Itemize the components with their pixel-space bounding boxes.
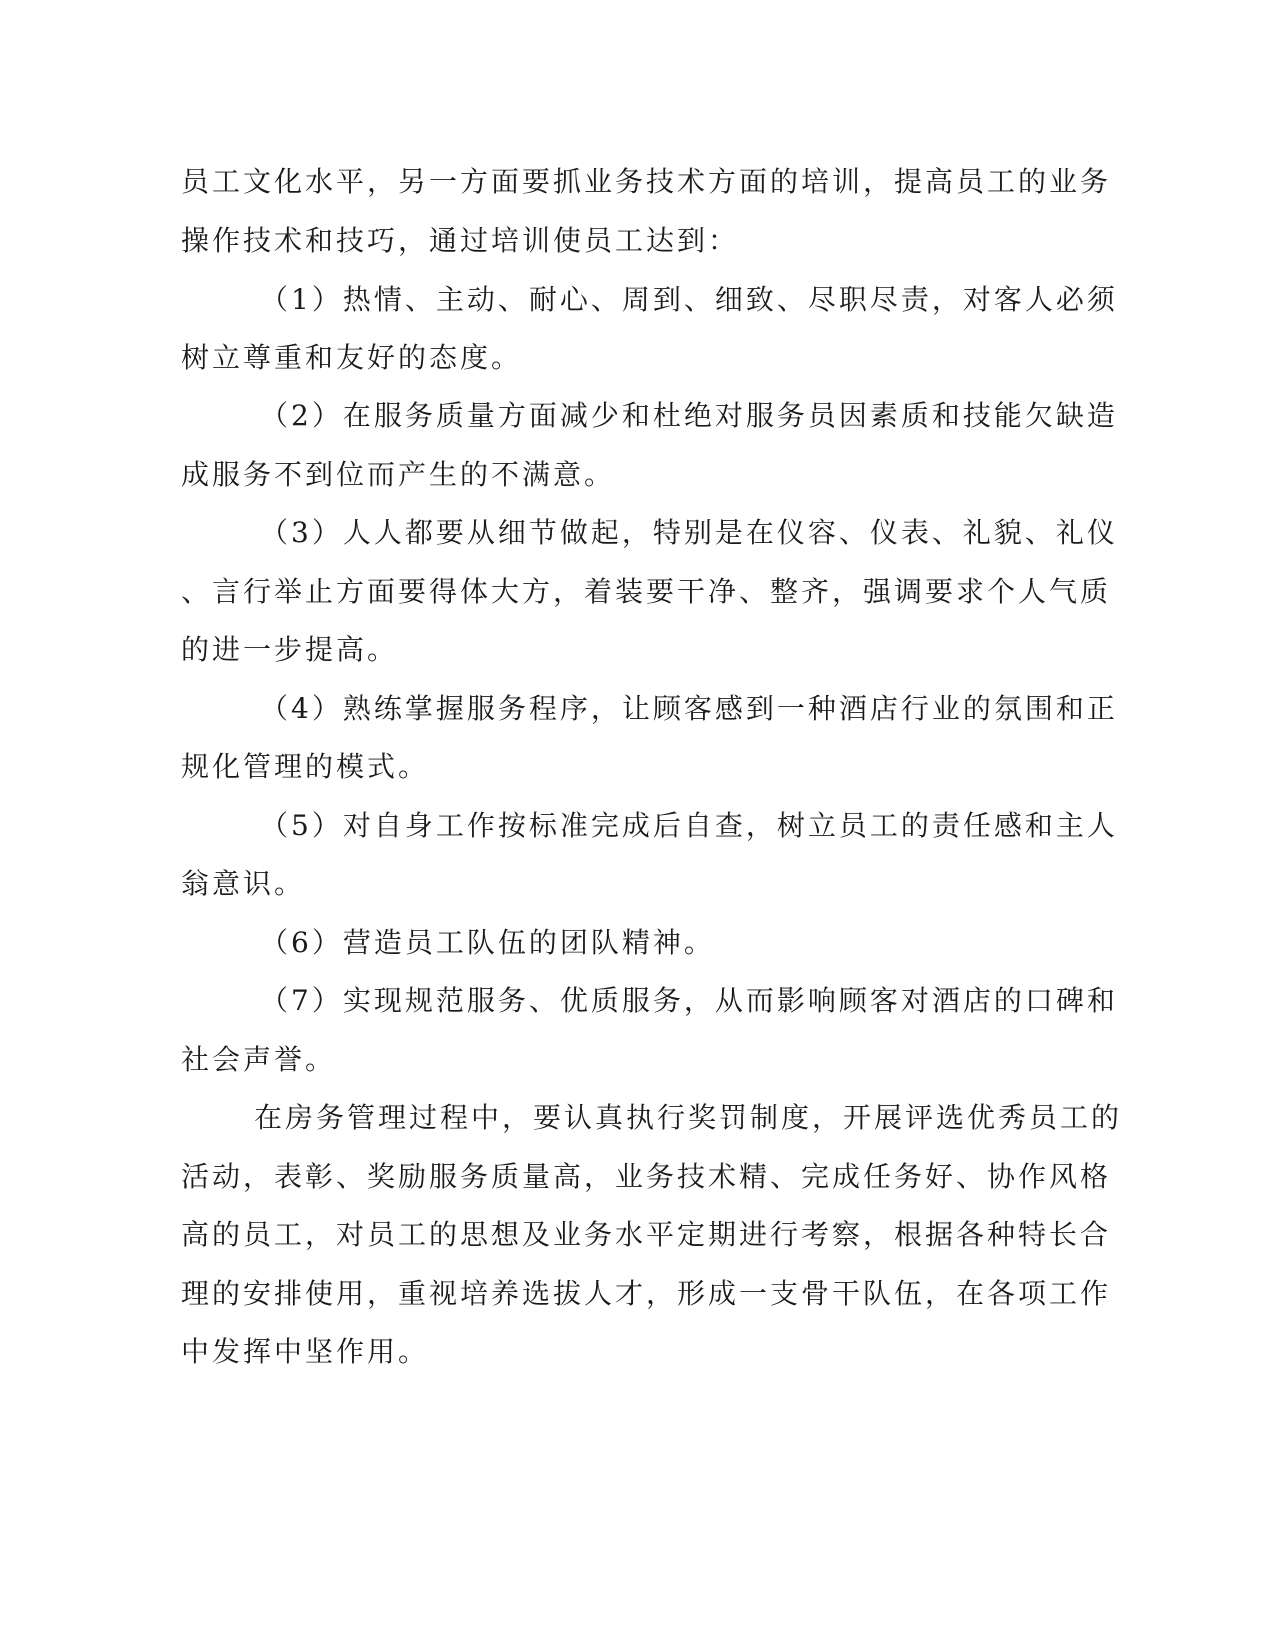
text-line: 的进一步提高。 [181, 633, 399, 666]
list-item-3-line: （3）人人都要从细节做起，特别是在仪容、仪表、礼貌、礼仪 [260, 516, 1118, 549]
text-line: 员工文化水平，另一方面要抓业务技术方面的培训，提高员工的业务 [181, 165, 1112, 198]
text-line: 理的安排使用，重视培养选拔人才，形成一支骨干队伍，在各项工作 [181, 1277, 1112, 1310]
list-item-4-line: （4）熟练掌握服务程序，让顾客感到一种酒店行业的氛围和正 [260, 692, 1118, 725]
list-item-2-line: （2）在服务质量方面减少和杜绝对服务员因素质和技能欠缺造 [260, 399, 1118, 432]
list-item-6-line: （6）营造员工队伍的团队精神。 [260, 926, 715, 959]
text-line: 树立尊重和友好的态度。 [181, 341, 523, 374]
list-item-1-line: （1）热情、主动、耐心、周到、细致、尽职尽责，对客人必须 [260, 283, 1118, 316]
text-line: 、言行举止方面要得体大方，着装要干净、整齐，强调要求个人气质 [181, 575, 1112, 608]
text-line: 操作技术和技巧，通过培训使员工达到： [181, 224, 740, 257]
list-item-5-line: （5）对自身工作按标准完成后自查，树立员工的责任感和主人 [260, 809, 1118, 842]
text-line: 社会声誉。 [181, 1043, 337, 1076]
text-line: 翁意识。 [181, 867, 306, 900]
list-item-7-line: （7）实现规范服务、优质服务，从而影响顾客对酒店的口碑和 [260, 984, 1118, 1017]
text-line: 活动，表彰、奖励服务质量高，业务技术精、完成任务好、协作风格 [181, 1160, 1112, 1193]
text-line: 中发挥中坚作用。 [181, 1335, 430, 1368]
text-line: 规化管理的模式。 [181, 750, 430, 783]
text-line: 高的员工，对员工的思想及业务水平定期进行考察，根据各种特长合 [181, 1218, 1112, 1251]
paragraph-first-line: 在房务管理过程中，要认真执行奖罚制度，开展评选优秀员工的 [254, 1101, 1123, 1134]
text-line: 成服务不到位而产生的不满意。 [181, 458, 616, 491]
